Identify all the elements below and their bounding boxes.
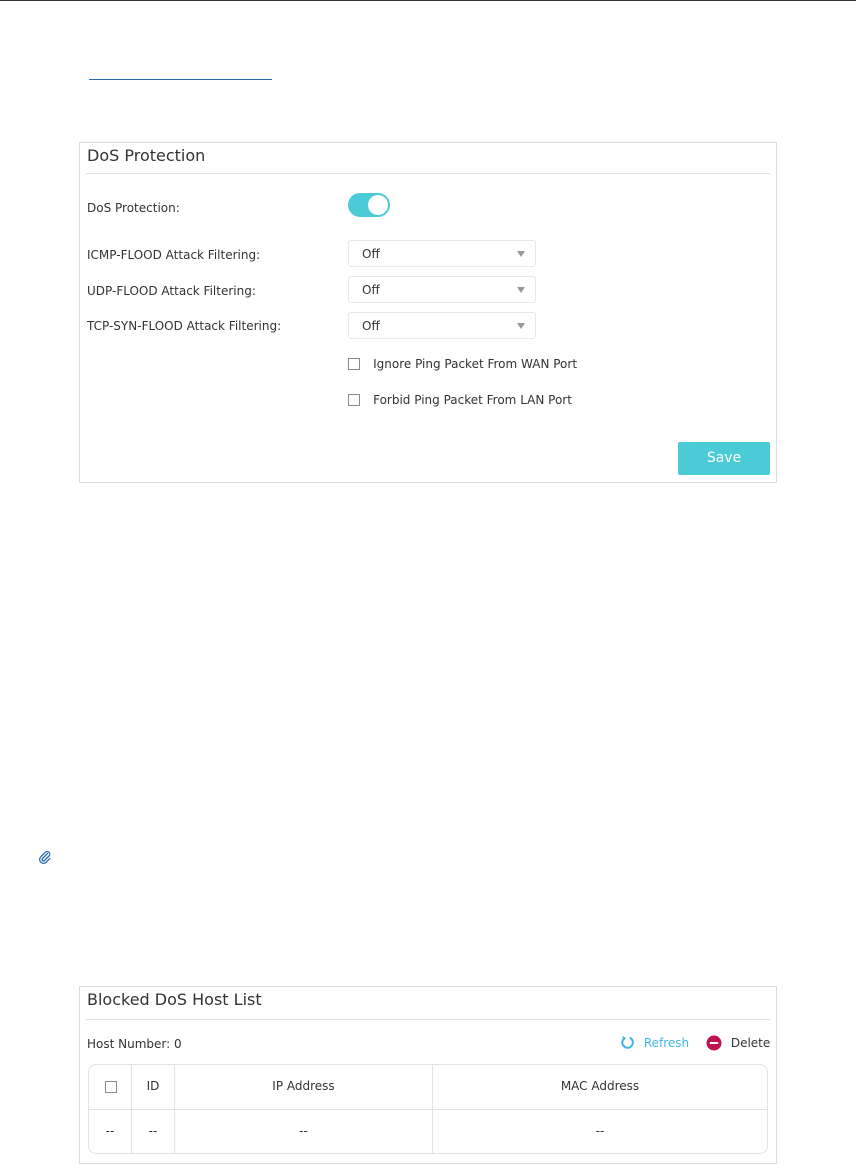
delete-icon [706, 1035, 722, 1051]
forbid-ping-lan-label: Forbid Ping Packet From LAN Port [373, 392, 572, 407]
refresh-label: Refresh [643, 1035, 690, 1050]
refresh-icon [620, 1035, 635, 1050]
select-all-checkbox[interactable] [105, 1081, 117, 1093]
panel-title: Blocked DoS Host List [87, 990, 262, 1009]
tcp-syn-flood-label: TCP-SYN-FLOOD Attack Filtering: [87, 319, 282, 333]
select-value: Off [362, 283, 380, 297]
host-number: Host Number: 0 [87, 1037, 182, 1051]
refresh-button[interactable] [620, 1035, 689, 1050]
save-button[interactable]: Save [678, 442, 770, 475]
panel-title: DoS Protection [87, 146, 206, 165]
blocked-dos-host-panel [79, 986, 777, 1164]
cell-select: -- [105, 1124, 115, 1138]
dos-protection-toggle[interactable] [348, 193, 390, 217]
panel-divider [86, 1019, 770, 1020]
udp-flood-label: UDP-FLOOD Attack Filtering: [87, 284, 256, 298]
icmp-flood-label: ICMP-FLOOD Attack Filtering: [87, 248, 261, 262]
dos-protection-panel [79, 142, 777, 483]
panel-divider [86, 173, 770, 174]
ignore-ping-wan-checkbox[interactable] [348, 358, 360, 370]
chevron-down-icon [517, 287, 525, 293]
blocked-host-table [88, 1064, 768, 1154]
link-underline[interactable] [89, 79, 272, 80]
column-header-id: ID [146, 1079, 160, 1093]
select-value: Off [362, 247, 380, 261]
ignore-ping-wan-label: Ignore Ping Packet From WAN Port [373, 356, 578, 371]
cell-id: -- [148, 1124, 158, 1138]
chevron-down-icon [517, 323, 525, 329]
toggle-knob [368, 195, 388, 215]
icmp-flood-select[interactable] [348, 240, 536, 267]
row-divider [89, 1109, 767, 1110]
forbid-ping-lan-checkbox[interactable] [348, 394, 360, 406]
cell-ip: -- [299, 1124, 308, 1138]
udp-flood-select[interactable] [348, 276, 536, 303]
column-header-ip: IP Address [272, 1079, 335, 1093]
cell-mac: -- [595, 1124, 605, 1138]
top-rule [0, 0, 856, 1]
select-value: Off [362, 319, 380, 333]
column-header-mac: MAC Address [560, 1079, 640, 1093]
paperclip-icon [38, 850, 52, 864]
forbid-ping-lan-row[interactable] [348, 389, 572, 405]
ignore-ping-wan-row[interactable] [348, 353, 577, 369]
dos-protection-label: DoS Protection: [87, 201, 180, 215]
tcp-syn-flood-select[interactable] [348, 312, 536, 339]
chevron-down-icon [517, 251, 525, 257]
delete-button[interactable] [706, 1035, 770, 1051]
delete-label: Delete [730, 1036, 771, 1050]
